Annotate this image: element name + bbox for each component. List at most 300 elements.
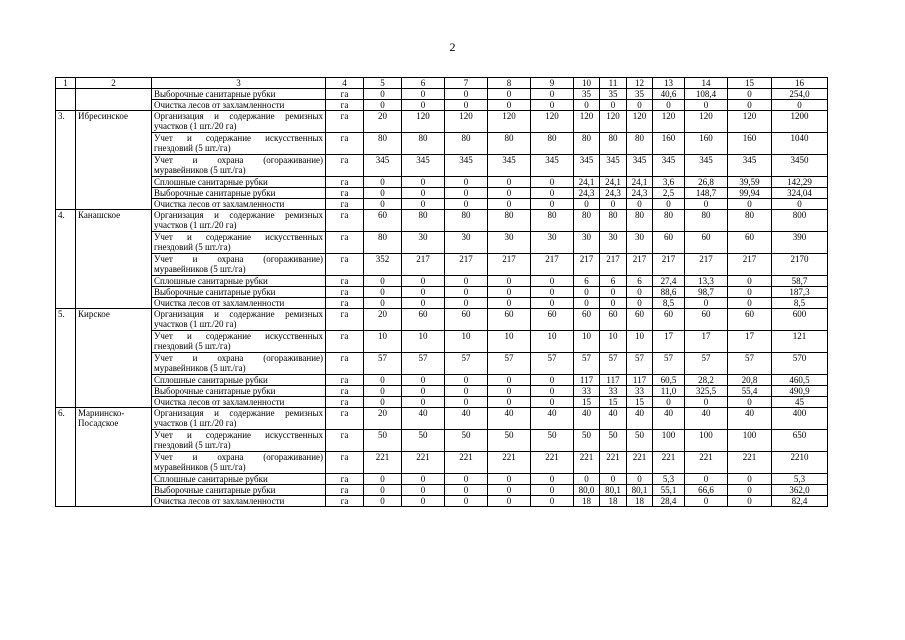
value-cell: 27,4 <box>653 276 685 287</box>
table-row <box>56 177 828 188</box>
value-cell: 221 <box>685 452 728 474</box>
value-cell: 18 <box>600 496 627 507</box>
value-cell: 0 <box>488 199 531 210</box>
unit-cell: га <box>326 232 364 254</box>
value-cell: 60 <box>574 309 600 331</box>
measure-name: Очистка лесов от захламленности <box>152 397 326 408</box>
value-cell: 1200 <box>772 111 828 133</box>
value-cell: 40 <box>728 408 772 430</box>
value-cell: 0 <box>364 298 402 309</box>
value-cell: 0 <box>402 199 445 210</box>
value-cell: 0 <box>402 474 445 485</box>
value-cell: 120 <box>402 111 445 133</box>
value-cell: 30 <box>574 232 600 254</box>
measure-name: Очистка лесов от захламленности <box>152 496 326 507</box>
value-cell: 100 <box>653 430 685 452</box>
value-cell: 10 <box>600 331 627 353</box>
value-cell: 217 <box>488 254 531 276</box>
value-cell: 80 <box>531 210 574 232</box>
value-cell: 120 <box>653 111 685 133</box>
column-number: 10 <box>574 78 600 89</box>
value-cell: 0 <box>488 287 531 298</box>
value-cell: 100 <box>728 430 772 452</box>
table-row <box>56 386 828 397</box>
value-cell: 345 <box>574 155 600 177</box>
value-cell: 0 <box>402 287 445 298</box>
value-cell: 55,4 <box>728 386 772 397</box>
value-cell: 390 <box>772 232 828 254</box>
table-row <box>56 452 828 474</box>
value-cell: 0 <box>488 298 531 309</box>
value-cell: 60,5 <box>653 375 685 386</box>
value-cell: 0 <box>488 485 531 496</box>
value-cell: 50 <box>531 430 574 452</box>
value-cell: 18 <box>627 496 653 507</box>
table-row <box>56 254 828 276</box>
forestry-name: Канашское <box>76 210 152 309</box>
unit-cell: га <box>326 89 364 100</box>
value-cell: 0 <box>600 298 627 309</box>
value-cell: 345 <box>685 155 728 177</box>
value-cell: 80,1 <box>600 485 627 496</box>
value-cell: 82,4 <box>772 496 828 507</box>
value-cell: 35 <box>600 89 627 100</box>
header-row <box>56 78 828 89</box>
value-cell: 0 <box>728 100 772 111</box>
value-cell: 0 <box>627 474 653 485</box>
value-cell: 221 <box>728 452 772 474</box>
measure-name: Организация и содержание ремизных участков (1 шт./20 га) <box>152 210 326 232</box>
value-cell: 6 <box>627 276 653 287</box>
table-row <box>56 496 828 507</box>
value-cell: 50 <box>574 430 600 452</box>
unit-cell: га <box>326 133 364 155</box>
value-cell: 0 <box>600 100 627 111</box>
table-row <box>56 331 828 353</box>
value-cell: 0 <box>445 474 488 485</box>
value-cell: 0 <box>364 375 402 386</box>
value-cell: 57 <box>627 353 653 375</box>
table-row <box>56 133 828 155</box>
unit-cell: га <box>326 331 364 353</box>
value-cell: 120 <box>627 111 653 133</box>
value-cell: 80 <box>402 210 445 232</box>
page-number: 2 <box>449 40 456 54</box>
value-cell: 80,1 <box>627 485 653 496</box>
value-cell: 57 <box>531 353 574 375</box>
value-cell: 80 <box>574 133 600 155</box>
measure-name: Организация и содержание ремизных участков (1 шт./20 га) <box>152 408 326 430</box>
value-cell: 0 <box>445 496 488 507</box>
value-cell: 5,3 <box>653 474 685 485</box>
value-cell: 8,5 <box>772 298 828 309</box>
value-cell: 6 <box>574 276 600 287</box>
value-cell: 10 <box>402 331 445 353</box>
value-cell: 0 <box>402 496 445 507</box>
value-cell: 30 <box>627 232 653 254</box>
value-cell: 20,8 <box>728 375 772 386</box>
value-cell: 0 <box>531 496 574 507</box>
value-cell: 60 <box>728 309 772 331</box>
value-cell: 0 <box>402 177 445 188</box>
value-cell: 217 <box>531 254 574 276</box>
value-cell: 0 <box>364 287 402 298</box>
value-cell: 345 <box>600 155 627 177</box>
column-number: 6 <box>402 78 445 89</box>
value-cell: 3,6 <box>653 177 685 188</box>
column-number: 5 <box>364 78 402 89</box>
value-cell: 80 <box>685 210 728 232</box>
value-cell: 26,8 <box>685 177 728 188</box>
value-cell: 0 <box>653 100 685 111</box>
group-number: 4. <box>56 210 76 309</box>
value-cell: 345 <box>653 155 685 177</box>
value-cell: 80 <box>653 210 685 232</box>
value-cell: 0 <box>364 177 402 188</box>
value-cell: 0 <box>402 397 445 408</box>
value-cell: 221 <box>531 452 574 474</box>
value-cell: 57 <box>685 353 728 375</box>
value-cell: 0 <box>364 397 402 408</box>
value-cell: 60 <box>685 232 728 254</box>
value-cell: 0 <box>364 188 402 199</box>
value-cell: 40 <box>653 408 685 430</box>
value-cell: 40 <box>574 408 600 430</box>
value-cell: 0 <box>445 276 488 287</box>
value-cell: 120 <box>574 111 600 133</box>
value-cell: 345 <box>445 155 488 177</box>
table-row <box>56 155 828 177</box>
measure-name: Очистка лесов от захламленности <box>152 298 326 309</box>
measure-name: Учет и охрана (огораживание) муравейников (5 шт./га) <box>152 353 326 375</box>
measure-name: Учет и содержание искусственных гнездовий (5 шт./га) <box>152 331 326 353</box>
unit-cell: га <box>326 210 364 232</box>
value-cell: 217 <box>653 254 685 276</box>
table-row <box>56 210 828 232</box>
value-cell: 57 <box>445 353 488 375</box>
value-cell: 0 <box>728 276 772 287</box>
value-cell: 570 <box>772 353 828 375</box>
value-cell: 0 <box>364 89 402 100</box>
value-cell: 60 <box>364 210 402 232</box>
value-cell: 0 <box>574 287 600 298</box>
value-cell: 800 <box>772 210 828 232</box>
value-cell: 57 <box>402 353 445 375</box>
value-cell: 650 <box>772 430 828 452</box>
forest-measures-table <box>55 77 828 507</box>
value-cell: 0 <box>364 276 402 287</box>
value-cell: 120 <box>728 111 772 133</box>
value-cell: 57 <box>488 353 531 375</box>
value-cell: 0 <box>600 474 627 485</box>
value-cell: 2170 <box>772 254 828 276</box>
value-cell: 0 <box>488 474 531 485</box>
value-cell: 0 <box>531 287 574 298</box>
value-cell: 217 <box>685 254 728 276</box>
value-cell: 57 <box>364 353 402 375</box>
value-cell: 57 <box>653 353 685 375</box>
value-cell: 30 <box>600 232 627 254</box>
unit-cell: га <box>326 199 364 210</box>
value-cell: 6 <box>600 276 627 287</box>
value-cell: 345 <box>402 155 445 177</box>
value-cell: 0 <box>488 276 531 287</box>
measure-name: Выборочные санитарные рубки <box>152 287 326 298</box>
value-cell: 80 <box>627 133 653 155</box>
value-cell: 221 <box>653 452 685 474</box>
value-cell: 0 <box>531 177 574 188</box>
value-cell: 345 <box>728 155 772 177</box>
unit-cell: га <box>326 430 364 452</box>
column-number: 8 <box>488 78 531 89</box>
value-cell: 0 <box>772 199 828 210</box>
value-cell: 0 <box>728 474 772 485</box>
value-cell: 45 <box>772 397 828 408</box>
value-cell: 0 <box>402 188 445 199</box>
measure-name: Учет и содержание искусственных гнездовий (5 шт./га) <box>152 133 326 155</box>
value-cell: 345 <box>531 155 574 177</box>
value-cell: 33 <box>574 386 600 397</box>
table-row <box>56 100 828 111</box>
value-cell: 60 <box>402 309 445 331</box>
value-cell: 221 <box>364 452 402 474</box>
value-cell: 217 <box>445 254 488 276</box>
unit-cell: га <box>326 474 364 485</box>
value-cell: 117 <box>627 375 653 386</box>
value-cell: 121 <box>772 331 828 353</box>
value-cell: 0 <box>728 496 772 507</box>
value-cell: 0 <box>402 89 445 100</box>
unit-cell: га <box>326 287 364 298</box>
value-cell: 30 <box>402 232 445 254</box>
value-cell: 0 <box>728 298 772 309</box>
column-number: 2 <box>76 78 152 89</box>
group-number: 5. <box>56 309 76 408</box>
value-cell: 0 <box>531 298 574 309</box>
table-row <box>56 309 828 331</box>
value-cell: 80 <box>488 133 531 155</box>
value-cell: 80 <box>445 133 488 155</box>
value-cell: 57 <box>728 353 772 375</box>
value-cell: 0 <box>402 276 445 287</box>
value-cell: 80 <box>445 210 488 232</box>
value-cell: 0 <box>488 496 531 507</box>
value-cell: 0 <box>531 188 574 199</box>
value-cell: 33 <box>627 386 653 397</box>
value-cell: 60 <box>627 309 653 331</box>
value-cell: 0 <box>364 474 402 485</box>
value-cell: 50 <box>627 430 653 452</box>
value-cell: 120 <box>445 111 488 133</box>
value-cell: 17 <box>728 331 772 353</box>
value-cell: 80 <box>600 210 627 232</box>
value-cell: 24,1 <box>574 177 600 188</box>
column-number: 7 <box>445 78 488 89</box>
forestry-name <box>76 89 152 111</box>
value-cell: 50 <box>445 430 488 452</box>
measure-name: Выборочные санитарные рубки <box>152 386 326 397</box>
measure-name: Очистка лесов от захламленности <box>152 199 326 210</box>
value-cell: 30 <box>531 232 574 254</box>
value-cell: 50 <box>364 430 402 452</box>
value-cell: 60 <box>445 309 488 331</box>
value-cell: 2,5 <box>653 188 685 199</box>
value-cell: 80 <box>600 133 627 155</box>
value-cell: 217 <box>600 254 627 276</box>
table-row <box>56 430 828 452</box>
measure-name: Выборочные санитарные рубки <box>152 188 326 199</box>
value-cell: 221 <box>600 452 627 474</box>
value-cell: 120 <box>685 111 728 133</box>
value-cell: 0 <box>627 287 653 298</box>
value-cell: 160 <box>728 133 772 155</box>
value-cell: 254,0 <box>772 89 828 100</box>
unit-cell: га <box>326 386 364 397</box>
value-cell: 221 <box>445 452 488 474</box>
value-cell: 88,6 <box>653 287 685 298</box>
value-cell: 0 <box>574 199 600 210</box>
value-cell: 0 <box>364 199 402 210</box>
table-row <box>56 199 828 210</box>
value-cell: 221 <box>627 452 653 474</box>
value-cell: 0 <box>600 199 627 210</box>
value-cell: 0 <box>685 199 728 210</box>
value-cell: 0 <box>728 397 772 408</box>
value-cell: 0 <box>627 298 653 309</box>
value-cell: 50 <box>402 430 445 452</box>
value-cell: 40 <box>627 408 653 430</box>
value-cell: 0 <box>402 100 445 111</box>
value-cell: 0 <box>531 199 574 210</box>
value-cell: 0 <box>685 397 728 408</box>
value-cell: 18 <box>574 496 600 507</box>
unit-cell: га <box>326 496 364 507</box>
value-cell: 0 <box>531 386 574 397</box>
value-cell: 160 <box>685 133 728 155</box>
value-cell: 0 <box>685 298 728 309</box>
value-cell: 17 <box>685 331 728 353</box>
unit-cell: га <box>326 298 364 309</box>
value-cell: 0 <box>488 188 531 199</box>
value-cell: 39,59 <box>728 177 772 188</box>
table-row <box>56 375 828 386</box>
value-cell: 80 <box>574 210 600 232</box>
measure-name: Выборочные санитарные рубки <box>152 89 326 100</box>
column-number: 1 <box>56 78 76 89</box>
group-number: 6. <box>56 408 76 507</box>
column-number: 12 <box>627 78 653 89</box>
value-cell: 0 <box>488 177 531 188</box>
value-cell: 10 <box>488 331 531 353</box>
measure-name: Очистка лесов от захламленности <box>152 100 326 111</box>
value-cell: 0 <box>531 375 574 386</box>
value-cell: 217 <box>627 254 653 276</box>
unit-cell: га <box>326 353 364 375</box>
value-cell: 117 <box>600 375 627 386</box>
value-cell: 217 <box>574 254 600 276</box>
unit-cell: га <box>326 111 364 133</box>
value-cell: 10 <box>531 331 574 353</box>
value-cell: 100 <box>685 430 728 452</box>
unit-cell: га <box>326 485 364 496</box>
column-number: 9 <box>531 78 574 89</box>
value-cell: 0 <box>445 485 488 496</box>
measure-name: Сплошные санитарные рубки <box>152 177 326 188</box>
value-cell: 0 <box>364 485 402 496</box>
measure-name: Сплошные санитарные рубки <box>152 474 326 485</box>
value-cell: 0 <box>445 188 488 199</box>
value-cell: 0 <box>488 100 531 111</box>
measure-name: Учет и охрана (огораживание) муравейников (5 шт./га) <box>152 452 326 474</box>
value-cell: 0 <box>685 100 728 111</box>
value-cell: 15 <box>600 397 627 408</box>
value-cell: 0 <box>488 386 531 397</box>
value-cell: 0 <box>728 199 772 210</box>
value-cell: 10 <box>627 331 653 353</box>
value-cell: 13,3 <box>685 276 728 287</box>
value-cell: 15 <box>627 397 653 408</box>
measure-name: Учет и охрана (огораживание) муравейников (5 шт./га) <box>152 155 326 177</box>
value-cell: 3450 <box>772 155 828 177</box>
value-cell: 0 <box>531 474 574 485</box>
value-cell: 66,6 <box>685 485 728 496</box>
column-number: 15 <box>728 78 772 89</box>
value-cell: 30 <box>445 232 488 254</box>
table-row <box>56 276 828 287</box>
value-cell: 362,0 <box>772 485 828 496</box>
value-cell: 221 <box>488 452 531 474</box>
value-cell: 0 <box>627 199 653 210</box>
value-cell: 10 <box>445 331 488 353</box>
value-cell: 0 <box>402 375 445 386</box>
value-cell: 35 <box>627 89 653 100</box>
forestry-name: Кирское <box>76 309 152 408</box>
value-cell: 0 <box>574 298 600 309</box>
unit-cell: га <box>326 276 364 287</box>
value-cell: 1040 <box>772 133 828 155</box>
value-cell: 2210 <box>772 452 828 474</box>
value-cell: 600 <box>772 309 828 331</box>
value-cell: 120 <box>600 111 627 133</box>
value-cell: 80 <box>402 133 445 155</box>
value-cell: 0 <box>531 89 574 100</box>
value-cell: 0 <box>445 287 488 298</box>
value-cell: 221 <box>402 452 445 474</box>
forestry-name: Ибресинское <box>76 111 152 210</box>
value-cell: 0 <box>728 485 772 496</box>
value-cell: 0 <box>364 386 402 397</box>
value-cell: 0 <box>445 298 488 309</box>
value-cell: 40,6 <box>653 89 685 100</box>
unit-cell: га <box>326 408 364 430</box>
value-cell: 345 <box>488 155 531 177</box>
value-cell: 60 <box>728 232 772 254</box>
value-cell: 33 <box>600 386 627 397</box>
value-cell: 11,0 <box>653 386 685 397</box>
value-cell: 0 <box>445 177 488 188</box>
value-cell: 57 <box>600 353 627 375</box>
column-number: 14 <box>685 78 728 89</box>
table-row <box>56 287 828 298</box>
value-cell: 80 <box>364 232 402 254</box>
value-cell: 0 <box>627 100 653 111</box>
value-cell: 217 <box>402 254 445 276</box>
value-cell: 8,5 <box>653 298 685 309</box>
value-cell: 0 <box>600 287 627 298</box>
value-cell: 17 <box>653 331 685 353</box>
value-cell: 40 <box>402 408 445 430</box>
table-row <box>56 188 828 199</box>
